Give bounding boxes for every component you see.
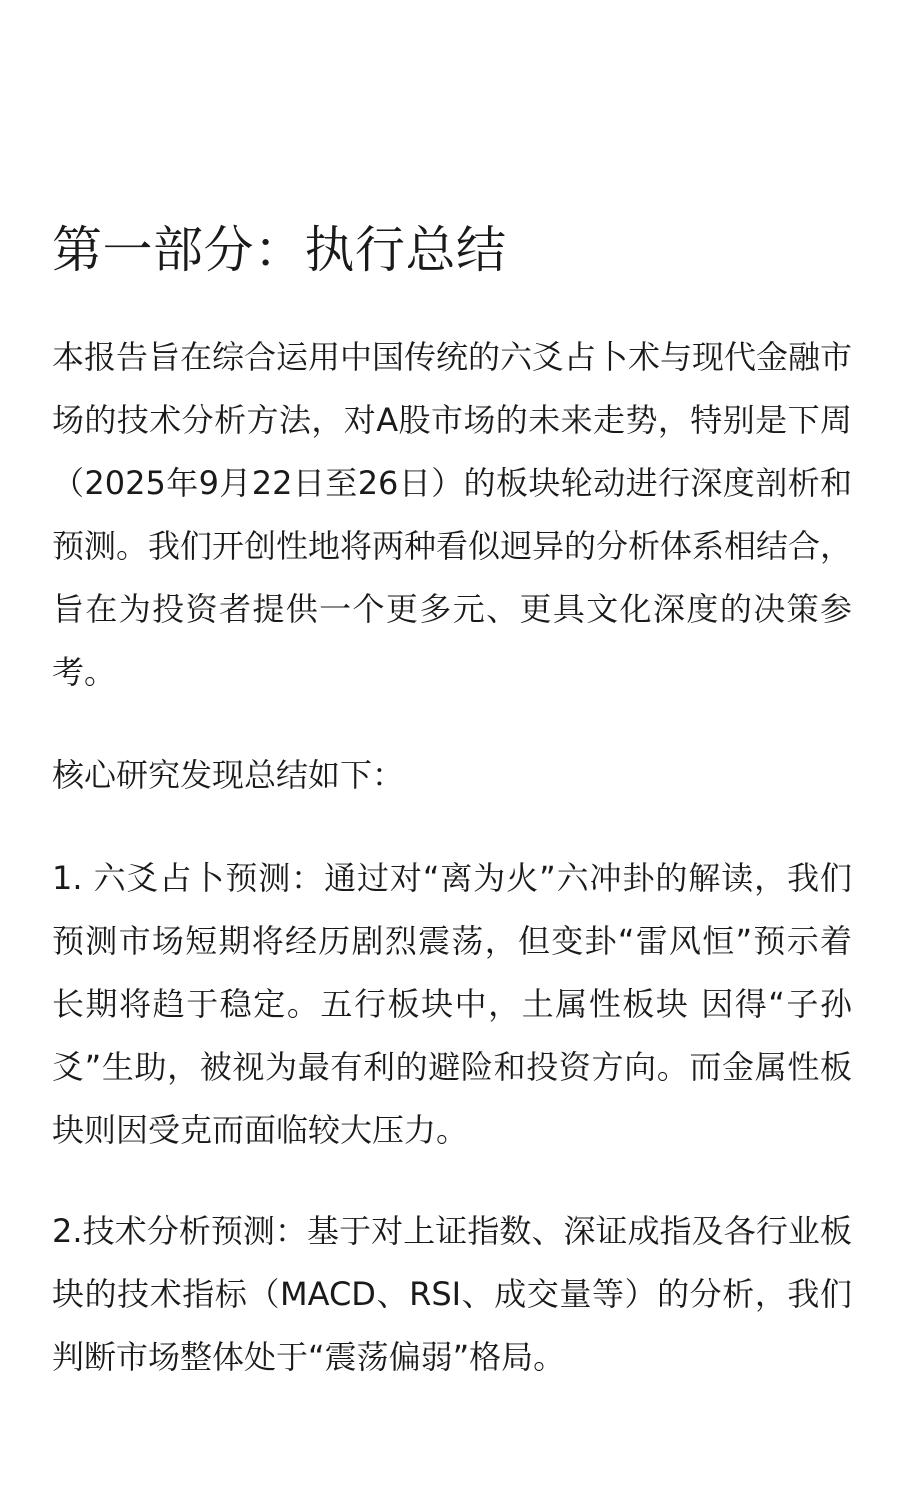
section-heading: 第一部分：执行总结 [52,221,507,279]
article-body [52,214,852,1389]
finding-2-paragraph: 2.技术分析预测：基于对上证指数、深证成指及各行业板块的技术指标（MACD、RSI、成交量等）的分析，我们判断市场整体处于“震荡偏弱”格局。 [52,1212,852,1376]
findings-lead: 核心研究发现总结如下： [52,756,405,794]
finding-1-paragraph: 1. 六爻占卜预测：通过对“离为火”六冲卦的解读，我们预测市场短期将经历剧烈震荡，但变卦“雷风恒”预示着长期将趋于稳定。五行板块中，土属性板块 因得“子孙爻”生助，被视为最有利的避险和投资方向。而金属性板块则因受克而面临较大压力。 [52,859,852,1149]
intro-paragraph: 本报告旨在综合运用中国传统的六爻占卜术与现代金融市场的技术分析方法，对A股市场的未来走势，特别是下周（2025年9月22日至26日）的板块轮动进行深度剖析和预测。我们开创性地将两种看似迥异的分析体系相结合，旨在为投资者提供一个更多元、更具文化深度的决策参考。 [52,338,853,691]
spacer [52,807,852,847]
spacer [52,704,852,744]
spacer [52,1162,852,1200]
